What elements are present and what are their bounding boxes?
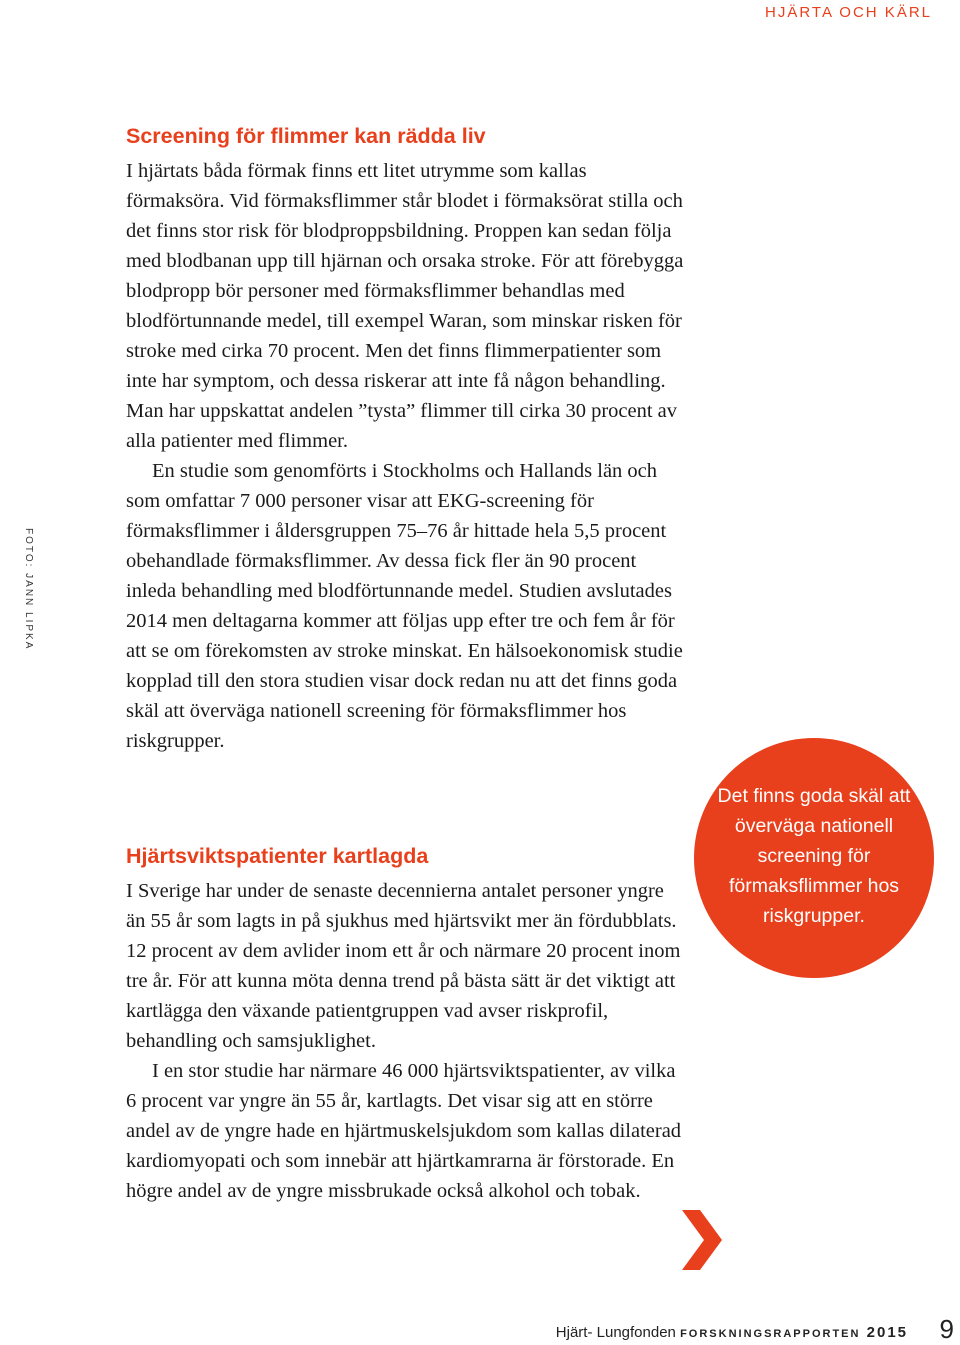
photo-credit: FOTO: JANN LIPKA [23, 528, 34, 651]
article-section-screening [126, 118, 686, 756]
body-paragraph: I Sverige har under de senaste decennierna antalet personer yngre än 55 år som lagts in på sjukhus med hjärtsvikt mer än fördubblats. 12 procent av dem avlider inom ett år och närmare 20 procent inom tre år. För att kunna möta denna trend på bästa sätt är det viktigt att kartlägga den växande patientgruppen vad avser riskprofil, behandling och samsjuklighet. [126, 880, 681, 1052]
section-heading-screening: Screening för flimmer kan rädda liv [126, 124, 486, 148]
section-label: HJÄRTA OCH KÄRL [765, 4, 932, 21]
page-footer [556, 1324, 908, 1341]
pull-quote-text: Det finns goda skäl att överväga nationell screening för förmaksflimmer hos riskgrupper. [717, 785, 911, 927]
body-paragraph: I hjärtats båda förmak finns ett litet utrymme som kallas förmaksöra. Vid förmaksflimmer står blodet i förmaksörat stilla och det finns stor risk för blodproppsbildning. Proppen kan sedan följa med blodbanan upp till hjärnan och orsaka stroke. För att förebygga blodpropp bör personer med förmaksflimmer behandlas med blodförtunnande medel, till exempel Waran, som minskar risken för stroke med cirka 70 procent. Men det finns flimmerpatienter som inte har symptom, och dessa riskerar att inte få någon behandling. Man har uppskattat andelen ”tysta” flimmer till cirka 30 procent av alla patienter med flimmer. [126, 160, 684, 452]
footer-report-title: forskningsrapporten 2015 [680, 1324, 908, 1341]
section-heading-heart-failure: Hjärtsviktspatienter kartlagda [126, 844, 429, 868]
body-paragraph: En studie som genomförts i Stockholms och Hallands län och som omfattar 7 000 personer visar att EKG-screening för förmaksflimmer i åldersgruppen 75–76 år hittade hela 5,5 procent obehandlade förmaksflimmer. Av dessa fick fler än 90 procent inleda behandling med blodförtunnande medel. Studien avslutades 2014 men deltagarna kommer att följas upp efter tre och fem år för att se om förekomsten av stroke minskat. En hälsoekonomisk studie kopplad till den stora studien visar dock redan nu att det finns goda skäl att överväga nationell screening för förmaksflimmer hos riskgrupper. [126, 460, 683, 752]
chevron-right-icon[interactable] [678, 1208, 724, 1272]
page-number: 9 [939, 1314, 954, 1344]
body-paragraph: I en stor studie har närmare 46 000 hjärtsviktspatienter, av vilka 6 procent var yngre än 55 år, kartlagts. Det visar sig att en större andel av de yngre hade en hjärtmuskelsjukdom som kallas dilaterad kardiomyopati och som innebär att hjärtkamrarna är förstorade. En högre andel av de yngre missbrukade också alkohol och tobak. [126, 1060, 682, 1202]
article-section-heart-failure [126, 838, 686, 1206]
pull-quote-circle [694, 738, 934, 978]
footer-publisher: Hjärt- Lungfonden [555, 1324, 676, 1341]
